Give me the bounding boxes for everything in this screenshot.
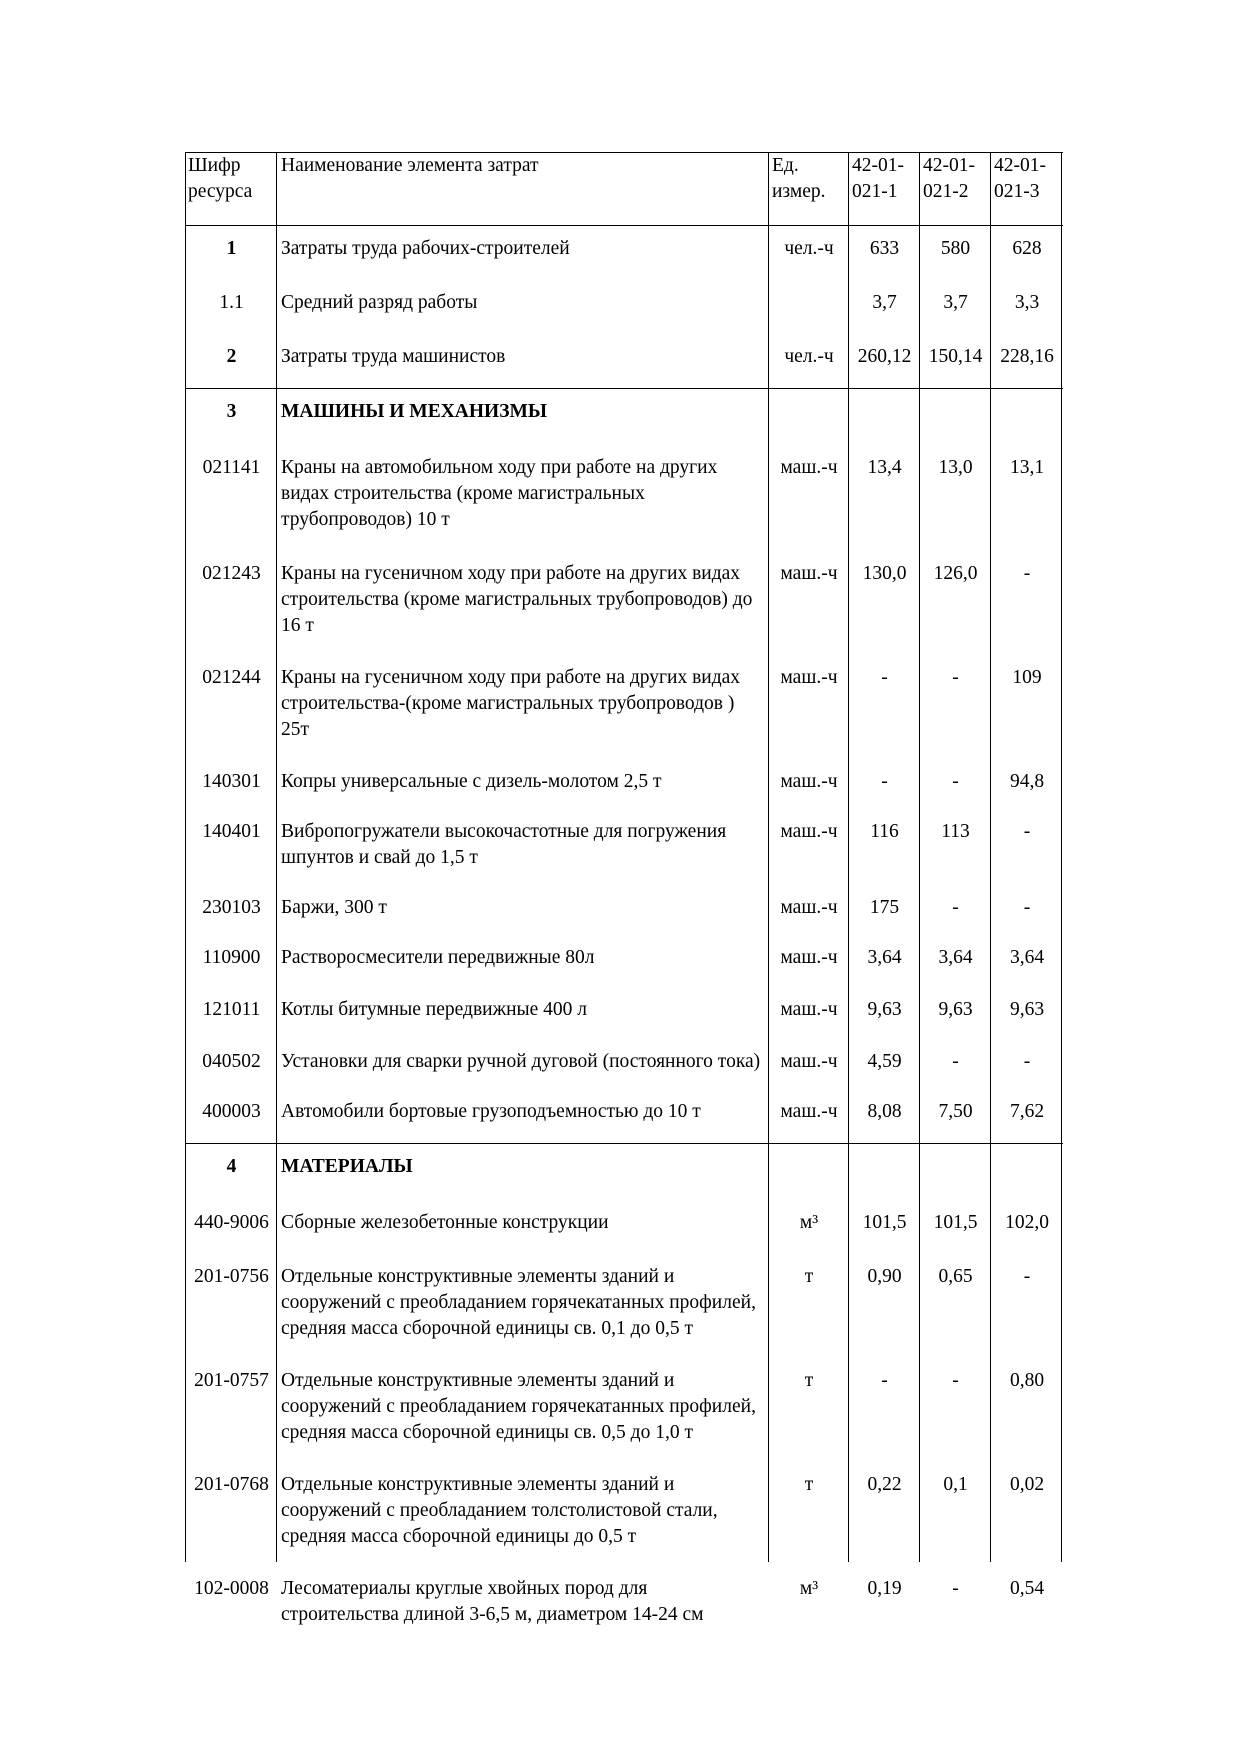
cell-code: 3 <box>226 401 237 422</box>
cell-code: 040502 <box>202 1051 261 1072</box>
table-row <box>185 1089 1063 1143</box>
cell-name: Краны на гусеничном ходу при работе на других видах строительства-(кроме магистральных трубопроводов ) 25т <box>281 667 741 740</box>
cell-name: Отдельные конструктивные элементы зданий и сооружений с преобладанием горячекатанных профилей, средняя масса сборочной единицы св. 0,5 до 1,0 т <box>281 1370 756 1443</box>
cell-value-2: 126,0 <box>933 563 978 584</box>
cell-code: 201-0757 <box>194 1370 269 1391</box>
table-row <box>185 987 1063 1039</box>
cell-value-1: 101,5 <box>862 1212 907 1233</box>
cell-value-2 <box>920 1154 991 1180</box>
cell-value-3: 628 <box>1012 238 1042 259</box>
table-body <box>185 226 1063 1644</box>
cell-value-2: - <box>952 1051 959 1072</box>
header-col1: 42-01-021-1 <box>852 155 904 202</box>
cell-name: Установки для сварки ручной дуговой (постоянного тока) <box>281 1051 761 1072</box>
table-row <box>185 1358 1063 1462</box>
cell-value-1: 0,19 <box>867 1578 902 1599</box>
cell-value-1: - <box>881 771 888 792</box>
cell-name: Отдельные конструктивные элементы зданий и сооружений с преобладанием горячекатанных профилей, средняя масса сборочной единицы св. 0,1 до 0,5 т <box>281 1266 756 1339</box>
header-col2: 42-01-021-2 <box>923 155 975 202</box>
header-col3: 42-01-021-3 <box>994 155 1046 202</box>
cell-unit: маш.-ч <box>780 821 838 842</box>
cell-code: 1.1 <box>219 292 244 313</box>
cell-unit: маш.-ч <box>780 1051 838 1072</box>
cell-unit <box>769 1154 849 1180</box>
cell-value-3: - <box>1023 1266 1031 1287</box>
cell-value-2: 9,63 <box>938 999 973 1020</box>
table-row <box>185 445 1063 551</box>
cell-value-2: 580 <box>940 238 971 259</box>
cell-value-1: 3,7 <box>872 292 897 313</box>
cell-value-2: - <box>952 897 959 918</box>
table-row <box>185 280 1063 334</box>
cell-name: Краны на гусеничном ходу при работе на других видах строительства (кроме магистральных трубопроводов) до 16 т <box>281 563 753 636</box>
table-row <box>185 1200 1063 1254</box>
cell-code: 1 <box>226 238 237 259</box>
cell-value-2: 101,5 <box>933 1212 978 1233</box>
cell-value-2: 0,1 <box>943 1474 968 1495</box>
cell-name: МАШИНЫ И МЕХАНИЗМЫ <box>281 401 548 422</box>
cell-value-2: 3,64 <box>938 947 973 968</box>
table-row <box>185 935 1063 987</box>
cell-name: Копры универсальные с дизель-молотом 2,5 т <box>281 771 662 792</box>
cell-value-3: - <box>1023 1051 1031 1072</box>
cell-code: 201-0768 <box>194 1474 269 1495</box>
cell-value-2: - <box>952 667 959 688</box>
cell-value-3: - <box>1023 563 1031 584</box>
cell-value-1: 0,90 <box>867 1266 902 1287</box>
cell-value-1: - <box>881 667 888 688</box>
resource-table <box>185 152 1063 1644</box>
cell-unit <box>769 290 849 316</box>
cell-name: Котлы битумные передвижные 400 л <box>281 999 587 1020</box>
cell-value-1: 633 <box>869 238 900 259</box>
cell-name: Затраты труда рабочих-строителей <box>281 238 570 259</box>
cell-value-1: 260,12 <box>857 346 912 367</box>
cell-name: Баржи, 300 т <box>281 897 387 918</box>
cell-value-3: 0,02 <box>1009 1474 1045 1495</box>
cell-unit: маш.-ч <box>780 1101 838 1122</box>
cell-code: 140301 <box>202 771 261 792</box>
cell-code: 021141 <box>202 457 261 478</box>
cell-unit: маш.-ч <box>780 897 838 918</box>
cell-unit: чел.-ч <box>784 238 834 259</box>
cell-value-1: - <box>881 1370 888 1391</box>
cell-value-1: 0,22 <box>867 1474 902 1495</box>
cell-value-2: 13,0 <box>938 457 973 478</box>
cell-name: МАТЕРИАЛЫ <box>281 1156 413 1177</box>
cell-name: Отдельные конструктивные элементы зданий и сооружений с преобладанием толстолистовой стали, средняя масса сборочной единицы до 0,5 т <box>281 1474 718 1547</box>
cell-unit: маш.-ч <box>780 771 838 792</box>
cell-code: 140401 <box>202 821 261 842</box>
cell-name: Автомобили бортовые грузоподъемностью до 10 т <box>281 1101 701 1122</box>
cell-code: 102-0008 <box>194 1578 269 1599</box>
table-row <box>185 1566 1063 1644</box>
cell-value-3: 9,63 <box>1009 999 1045 1020</box>
cell-value-3: 13,1 <box>1009 457 1045 478</box>
cell-value-2: - <box>952 1370 959 1391</box>
table-row <box>185 388 1063 445</box>
cell-value-3 <box>991 399 1063 425</box>
cell-value-2: 0,65 <box>938 1266 973 1287</box>
cell-code: 021244 <box>202 667 261 688</box>
table-row <box>185 334 1063 388</box>
table-row <box>185 551 1063 655</box>
cell-unit: маш.-ч <box>780 667 838 688</box>
table-row <box>185 655 1063 759</box>
table-row <box>185 1039 1063 1089</box>
cell-value-3: 228,16 <box>1000 346 1054 367</box>
cell-value-1: 13,4 <box>867 457 902 478</box>
cell-value-3: 0,54 <box>1009 1578 1045 1599</box>
cell-value-1: 116 <box>870 821 899 842</box>
cell-code: 400003 <box>202 1101 261 1122</box>
cell-value-3: 109 <box>1012 667 1042 688</box>
cell-value-2: 3,7 <box>943 292 968 313</box>
cell-name: Затраты труда машинистов <box>281 346 506 367</box>
cell-value-2: - <box>952 1578 959 1599</box>
cell-code: 4 <box>226 1156 237 1177</box>
cell-value-1: 4,59 <box>867 1051 902 1072</box>
header-unit: Ед. измер. <box>772 155 826 202</box>
cell-value-2: 7,50 <box>938 1101 973 1122</box>
cell-value-1 <box>849 399 920 425</box>
cell-value-3: 3,64 <box>1009 947 1045 968</box>
cell-code: 121011 <box>202 999 261 1020</box>
table-row <box>185 1254 1063 1358</box>
table-row <box>185 226 1063 280</box>
cell-value-1 <box>849 1154 920 1180</box>
table-row <box>185 809 1063 885</box>
cell-unit: м³ <box>799 1212 819 1233</box>
cell-name: Вибропогружатели высокочастотные для погружения шпунтов и свай до 1,5 т <box>281 821 727 868</box>
table-header <box>185 152 1063 226</box>
cell-value-3: 7,62 <box>1009 1101 1045 1122</box>
cell-code: 201-0756 <box>194 1266 269 1287</box>
cell-value-1: 175 <box>869 897 900 918</box>
cell-name: Краны на автомобильном ходу при работе на других видах строительства (кроме магистральных трубопроводов) 10 т <box>281 457 718 530</box>
cell-code: 230103 <box>202 897 261 918</box>
header-code: Шифр ресурса <box>188 155 253 202</box>
cell-unit: м³ <box>799 1578 819 1599</box>
cell-value-3: 3,3 <box>1014 292 1040 313</box>
cell-value-1: 8,08 <box>867 1101 902 1122</box>
cell-value-2: 150,14 <box>928 346 983 367</box>
cell-name: Лесоматериалы круглые хвойных пород для строительства длиной 3-6,5 м, диаметром 14-24 см <box>281 1578 704 1625</box>
table-row <box>185 759 1063 809</box>
table-row <box>185 885 1063 935</box>
cell-value-3 <box>991 1154 1063 1180</box>
cell-unit: чел.-ч <box>784 346 834 367</box>
header-name: Наименование элемента затрат <box>281 155 539 176</box>
cell-unit: маш.-ч <box>780 563 838 584</box>
cell-value-3: 0,80 <box>1009 1370 1045 1391</box>
cell-unit: маш.-ч <box>780 947 838 968</box>
cell-value-1: 9,63 <box>867 999 902 1020</box>
cell-name: Растворосмесители передвижные 80л <box>281 947 595 968</box>
table-row <box>185 1143 1063 1200</box>
cell-value-3: - <box>1023 821 1031 842</box>
cell-unit: маш.-ч <box>780 999 838 1020</box>
cell-unit: маш.-ч <box>780 457 838 478</box>
cell-code: 2 <box>226 346 237 367</box>
cell-value-2 <box>920 399 991 425</box>
cell-code: 021243 <box>202 563 261 584</box>
cell-unit <box>769 399 849 425</box>
cell-value-2: - <box>952 771 959 792</box>
cell-value-3: 102,0 <box>1005 1212 1049 1233</box>
cell-unit: т <box>804 1370 814 1391</box>
cell-code: 440-9006 <box>194 1212 269 1233</box>
cell-value-1: 130,0 <box>862 563 907 584</box>
cell-value-3: - <box>1023 897 1031 918</box>
cell-unit: т <box>804 1474 814 1495</box>
cell-value-3: 94,8 <box>1009 771 1045 792</box>
cell-name: Средний разряд работы <box>281 292 478 313</box>
cell-value-1: 3,64 <box>867 947 902 968</box>
cell-unit: т <box>804 1266 814 1287</box>
cell-code: 110900 <box>202 947 261 968</box>
cell-name: Сборные железобетонные конструкции <box>281 1212 609 1233</box>
table-row <box>185 1462 1063 1566</box>
cell-value-2: 113 <box>941 821 970 842</box>
